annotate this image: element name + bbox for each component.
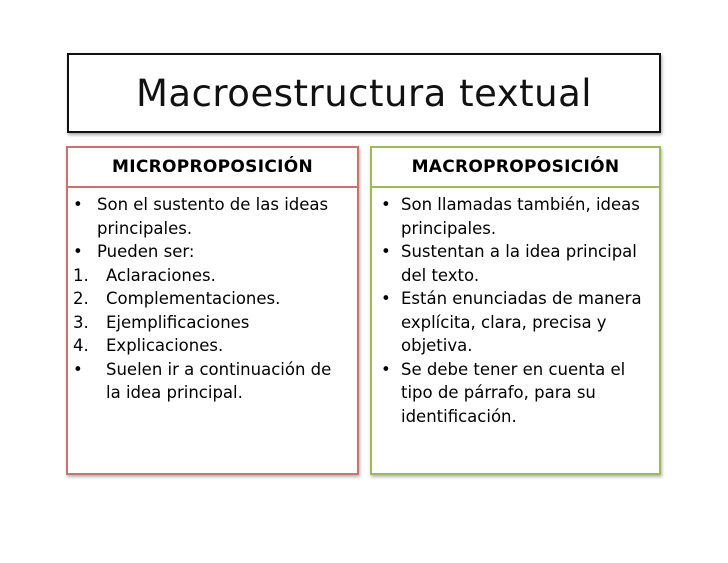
- list-item: [73, 193, 351, 240]
- list-item: [381, 193, 653, 240]
- list-item: [73, 358, 351, 405]
- list-item-text: Explicaciones.: [106, 336, 224, 355]
- list-item-text: Son el sustento de las ideas principales.: [97, 195, 329, 238]
- bullet-marker: •: [381, 242, 391, 261]
- bullet-marker: •: [73, 242, 83, 261]
- list-item: [73, 334, 351, 358]
- number-marker: 4.: [73, 336, 89, 355]
- list-item-text: Suelen ir a continuación de la idea principal.: [106, 359, 332, 402]
- macroproposicion-header: MACROPROPOSICIÓN: [372, 148, 659, 188]
- list-item-text: Son llamadas también, ideas principales.: [401, 195, 640, 238]
- page-title: Macroestructura textual: [135, 71, 593, 115]
- list-item-text: Ejemplificaciones: [106, 312, 250, 332]
- macroproposicion-panel: [370, 146, 661, 475]
- list-item: [73, 240, 351, 264]
- list-item-text: Aclaraciones.: [106, 265, 216, 285]
- bullet-marker: •: [73, 195, 83, 214]
- list-item-text: Se debe tener en cuenta el tipo de párrafo, para su identificación.: [401, 359, 626, 426]
- number-marker: 2.: [73, 289, 89, 308]
- bullet-marker: •: [381, 195, 391, 214]
- bullet-marker: •: [73, 359, 83, 379]
- number-marker: 3.: [73, 312, 89, 332]
- list-item: [73, 311, 351, 335]
- bullet-marker: •: [381, 289, 391, 308]
- list-item-text: Están enunciadas de manera explícita, clara, precisa y objetiva.: [401, 289, 642, 355]
- microproposicion-list: [68, 188, 357, 405]
- list-item-text: Pueden ser:: [97, 242, 195, 261]
- list-item-text: Sustentan a la idea principal del texto.: [401, 242, 637, 285]
- macroproposicion-list: [372, 188, 659, 428]
- list-item: [381, 358, 653, 429]
- list-item: [381, 240, 653, 287]
- bullet-marker: •: [381, 359, 391, 379]
- microproposicion-header: MICROPROPOSICIÓN: [68, 148, 357, 188]
- list-item-text: Complementaciones.: [106, 289, 281, 308]
- list-item: [73, 287, 351, 311]
- number-marker: 1.: [73, 265, 89, 285]
- microproposicion-panel: [66, 146, 359, 475]
- list-item: [73, 264, 351, 288]
- title-box: [67, 53, 661, 133]
- list-item: [381, 287, 653, 358]
